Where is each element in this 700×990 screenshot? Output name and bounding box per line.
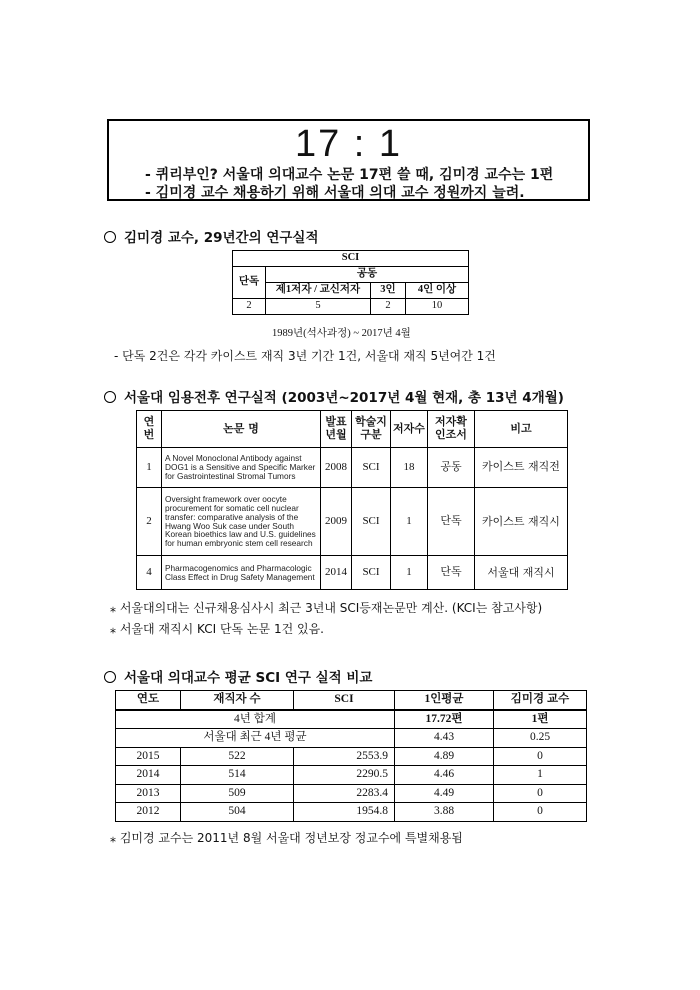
table-row	[116, 747, 587, 766]
sum-kim: 1편	[494, 710, 587, 729]
row-authors: 18	[391, 448, 428, 488]
row-sci: 2553.9	[294, 747, 395, 766]
sum-row	[116, 710, 587, 729]
row-staff: 522	[181, 747, 294, 766]
col-avg: 1인평균	[395, 691, 494, 710]
papers-table	[136, 410, 568, 590]
row-authors: 1	[391, 488, 428, 556]
table-row	[137, 556, 568, 590]
col-journal: 학술지 구분	[352, 411, 391, 448]
row-year: 2014	[321, 556, 352, 590]
value-three: 2	[371, 299, 406, 315]
row-year: 2015	[116, 747, 181, 766]
table-row	[116, 803, 587, 822]
headline-line-1: - 퀴리부인? 서울대 의대교수 논문 17편 쓸 때, 김미경 교수는 1편	[145, 167, 554, 183]
single-header: 단독	[233, 267, 266, 299]
row-no: 1	[137, 448, 162, 488]
row-kim: 0	[494, 747, 587, 766]
table-row	[137, 448, 568, 488]
sum-avg: 17.72편	[395, 710, 494, 729]
row-journal: SCI	[352, 448, 391, 488]
row-kim: 0	[494, 803, 587, 822]
section-1-title: 김미경 교수, 29년간의 연구실적	[104, 226, 319, 246]
row-title: A Novel Monoclonal Antibody against DOG1 is a Sensitive and Specific Marker for Gastrointestinal Stromal Tumors	[162, 448, 321, 488]
row-sci: 2290.5	[294, 766, 395, 785]
row-avg: 4.49	[395, 784, 494, 803]
row-year: 2014	[116, 766, 181, 785]
col-year: 발표 년월	[321, 411, 352, 448]
value-four-plus: 10	[406, 299, 469, 315]
row-remark: 서울대 재직시	[475, 556, 568, 590]
row-authors: 1	[391, 556, 428, 590]
papers-header-row	[137, 411, 568, 448]
row-title: Oversight framework over oocyte procurement for somatic cell nuclear transfer: comparative analysis of the Hwang Woo Suk case under South Korean bioethics law and U.S. guidelines for human embryonic stem cell research	[162, 488, 321, 556]
row-year: 2013	[116, 784, 181, 803]
recent-kim: 0.25	[494, 729, 587, 748]
row-sci: 2283.4	[294, 784, 395, 803]
row-kim: 0	[494, 784, 587, 803]
row-staff: 509	[181, 784, 294, 803]
row-role: 단독	[428, 488, 475, 556]
three-authors-header: 3인	[371, 283, 406, 299]
row-sci: 1954.8	[294, 803, 395, 822]
circle-bullet-icon	[104, 231, 116, 243]
footnote-kci: ⁎ 서울대 재직시 KCI 단독 논문 1건 있음.	[110, 622, 324, 636]
period-note: 1989년(석사과정) ~ 2017년 4월	[272, 328, 411, 339]
section-3-title: 서울대 의대교수 평균 SCI 연구 실적 비교	[104, 666, 372, 686]
row-title: Pharmacogenomics and Pharmacologic Class Effect in Drug Safety Management	[162, 556, 321, 590]
col-title: 논문 명	[162, 411, 321, 448]
col-no: 연 번	[137, 411, 162, 448]
col-kim: 김미경 교수	[494, 691, 587, 710]
row-avg: 4.89	[395, 747, 494, 766]
row-kim: 1	[494, 766, 587, 785]
comparison-table	[115, 690, 587, 822]
section-2-title: 서울대 임용전후 연구실적 (2003년~2017년 4월 현재, 총 13년 4개월)	[104, 386, 564, 406]
row-avg: 3.88	[395, 803, 494, 822]
sci-header: SCI	[233, 251, 469, 267]
sum-label: 4년 합계	[116, 710, 395, 729]
recent-avg: 4.43	[395, 729, 494, 748]
table-row	[137, 488, 568, 556]
row-staff: 514	[181, 766, 294, 785]
row-journal: SCI	[352, 488, 391, 556]
col-year: 연도	[116, 691, 181, 710]
col-authors: 저자수	[391, 411, 428, 448]
footnote-hiring: ⁎ 김미경 교수는 2011년 8월 서울대 정년보장 정교수에 특별채용됨	[110, 831, 463, 845]
headline-box	[107, 119, 590, 201]
row-remark: 카이스트 재직시	[475, 488, 568, 556]
joint-header: 공동	[266, 267, 469, 283]
row-role: 공동	[428, 448, 475, 488]
col-staff: 재직자 수	[181, 691, 294, 710]
table-row	[116, 784, 587, 803]
recent-avg-row	[116, 729, 587, 748]
four-plus-header: 4인 이상	[406, 283, 469, 299]
circle-bullet-icon	[104, 671, 116, 683]
row-no: 4	[137, 556, 162, 590]
footnote-sci-rule: ⁎ 서울대의대는 신규채용심사시 최근 3년내 SCI등재논문만 계산. (KCI는 참고사항)	[110, 601, 543, 615]
row-year: 2012	[116, 803, 181, 822]
single-author-note: - 단독 2건은 각각 카이스트 재직 3년 기간 1건, 서울대 재직 5년여간 1건	[114, 349, 496, 363]
row-year: 2008	[321, 448, 352, 488]
comparison-header-row	[116, 691, 587, 710]
first-author-header: 제1저자 / 교신저자	[266, 283, 371, 299]
row-no: 2	[137, 488, 162, 556]
col-remark: 비고	[475, 411, 568, 448]
sci-summary-table	[232, 250, 469, 315]
circle-bullet-icon	[104, 391, 116, 403]
value-first-author: 5	[266, 299, 371, 315]
value-single: 2	[233, 299, 266, 315]
col-role: 저자확 인조서	[428, 411, 475, 448]
table-row	[116, 766, 587, 785]
headline-ratio: 17 : 1	[294, 123, 403, 165]
recent-label: 서울대 최근 4년 평균	[116, 729, 395, 748]
row-journal: SCI	[352, 556, 391, 590]
row-role: 단독	[428, 556, 475, 590]
row-year: 2009	[321, 488, 352, 556]
row-remark: 카이스트 재직전	[475, 448, 568, 488]
headline-line-2: - 김미경 교수 채용하기 위해 서울대 의대 교수 정원까지 늘려.	[145, 185, 525, 201]
row-avg: 4.46	[395, 766, 494, 785]
row-staff: 504	[181, 803, 294, 822]
col-sci: SCI	[294, 691, 395, 710]
